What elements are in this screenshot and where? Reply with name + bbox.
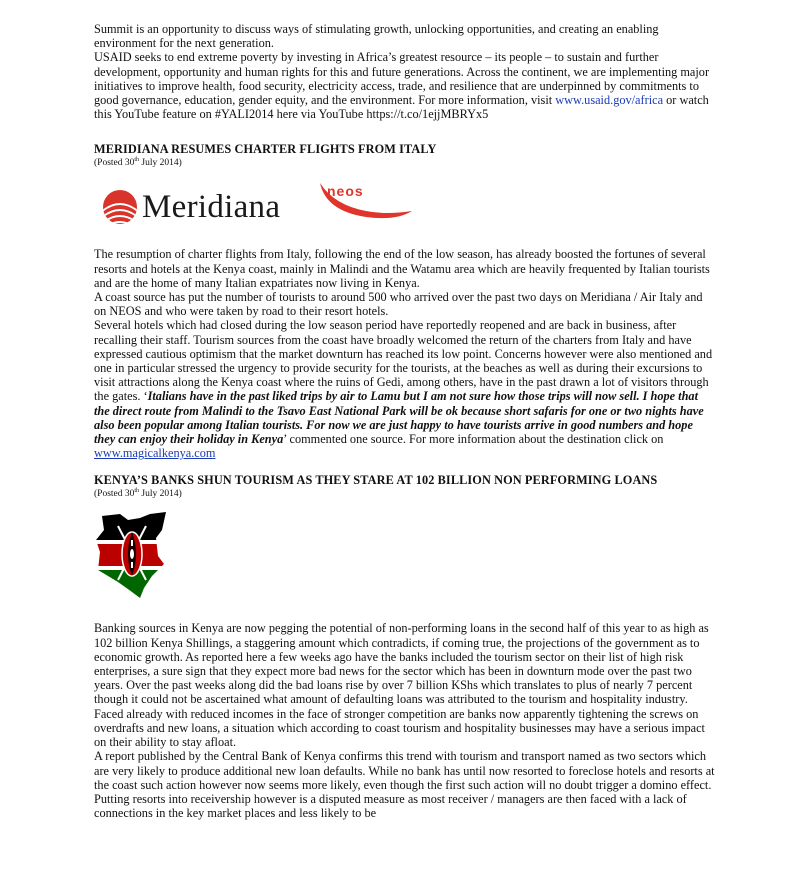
- meridiana-neos-logo: [94, 169, 716, 247]
- article-2-paragraph-1: Banking sources in Kenya are now pegging the potential of non-performing loans in the second half of this year to as high as 102 billion Kenya Shillings, a staggering amount which contradicts, if coming true, the projections of the government as to economic growth. As reported here a few weeks ago have the banks included the tourism sector on their list of high risk enterprises, a sure sign that they expect more bad news for the sector which has been in downturn mode over the past two years. Over the past weeks along did the bad loans rise by over 7 billion KShs which translates to plus of nearly 7 percent though it could not be ascertained what amount of defaulting loans was attributed to the tourism and hospitality industry. Faced already with reduced incomes in the face of stronger competition are banks now apparently tightening the screws on overdrafts and new loans, a situation which according to coast tourism and hospitality businesses may have a serious impact on their ability to stay afloat.: [94, 621, 709, 750]
- meridiana-emblem-icon: [102, 189, 138, 225]
- article-2-title: KENYA’S BANKS SHUN TOURISM AS THEY STARE AT 102 BILLION NON PERFORMING LOANS: [94, 473, 658, 488]
- document-page: [94, 22, 716, 820]
- intro-paragraph: USAID seeks to end extreme poverty by investing in Africa’s greatest resource – its people – to sustain and further development, opportunity and human rights for this and future generations. Across the continent, we are implementing major initiatives to improve health, food security, electricity access, trade, and resilience that are underpinned by commitments to good governance, education, gender equity, and the environment. For more information, visit www.usaid.gov/africa or watch this YouTube feature on #YALI2014 here via YouTube https://t.co/1ejjMBRYx5: [94, 50, 710, 122]
- article-1-paragraph-2: A coast source has put the number of tourists to around 500 who arrived over the past two days on Meridiana / Air Italy and on NEOS and who were taken by road to their resort hotels.: [94, 290, 703, 319]
- article-1-paragraph-3: Several hotels which had closed during the low season period have reportedly reopened and are back in business, after recalling their staff. Tourism sources from the coast have broadly welcomed the return of the charters from Italy and have expressed cautious optimism that the market downturn has reached its low point. Concerns however were also mentioned and one in particular stressed the urgency to provide security for the tourists, at the beaches as well as during their excursions to visit attractions along the Kenya coast where the ruins of Gedi, among others, have in the past drawn a lot of visitors through the gates. ‘Italians have in the past liked trips by air to Lamu but I am not sure how those trips will now sell. I hope that the direct route from Malindi to the Tsavo East National Park will be ok because short safaris for one or two nights have also been popular among Italian tourists. For now we are just happy to have tourists arrive in good numbers and hope they can enjoy their holiday in Kenya’ commented one source. For more information about the destination click on www.magicalkenya.com: [94, 318, 713, 461]
- article-1-posted-date: (Posted 30th July 2014): [94, 157, 182, 169]
- article-1-title: MERIDIANA RESUMES CHARTER FLIGHTS FROM ITALY: [94, 142, 437, 157]
- article-1-quote: Italians have in the past liked trips by air to Lamu but I am not sure how those trips will now sell. I hope that the direct route from Malindi to the Tsavo East National Park will be ok because short safaris for one or two nights have also been popular among Italian tourists. For now we are just happy to have tourists arrive in good numbers and hope they can enjoy their holiday in Kenya: [94, 389, 704, 447]
- article-1-paragraph-1: The resumption of charter flights from Italy, following the end of the low season, has already boosted the fortunes of several resorts and hotels at the Kenya coast, mainly in Malindi and the Watamu area which are heavily frequented by Italian tourists and are the home of many Italian expatriates now living in Kenya.: [94, 247, 710, 290]
- article-2-posted-date: (Posted 30th July 2014): [94, 488, 182, 500]
- intro-line-1: Summit is an opportunity to discuss ways of stimulating growth, unlocking opportunities, and creating an enabling environment for the next generation.: [94, 22, 659, 51]
- article-2-paragraph-2: A report published by the Central Bank of Kenya confirms this trend with tourism and transport named as two sectors which are very likely to produce additional new loan defaults. While no bank has until now resorted to foreclose hotels and resorts at the coast such action however now seems more likely, even though the first such action will no doubt trigger a domino effect. Putting resorts into receivership however is a disputed measure as most receiver / managers are then faced with a lack of connections in the key market places and less likely to be: [94, 749, 715, 821]
- magicalkenya-link[interactable]: www.magicalkenya.com: [94, 446, 216, 461]
- usaid-link[interactable]: www.usaid.gov/africa: [555, 93, 664, 108]
- kenya-flag-map-image: [94, 500, 716, 618]
- neos-logo-text: neos: [327, 183, 364, 200]
- kenya-map-flag-icon: [94, 510, 172, 600]
- meridiana-logo-text: Meridiana: [142, 189, 281, 226]
